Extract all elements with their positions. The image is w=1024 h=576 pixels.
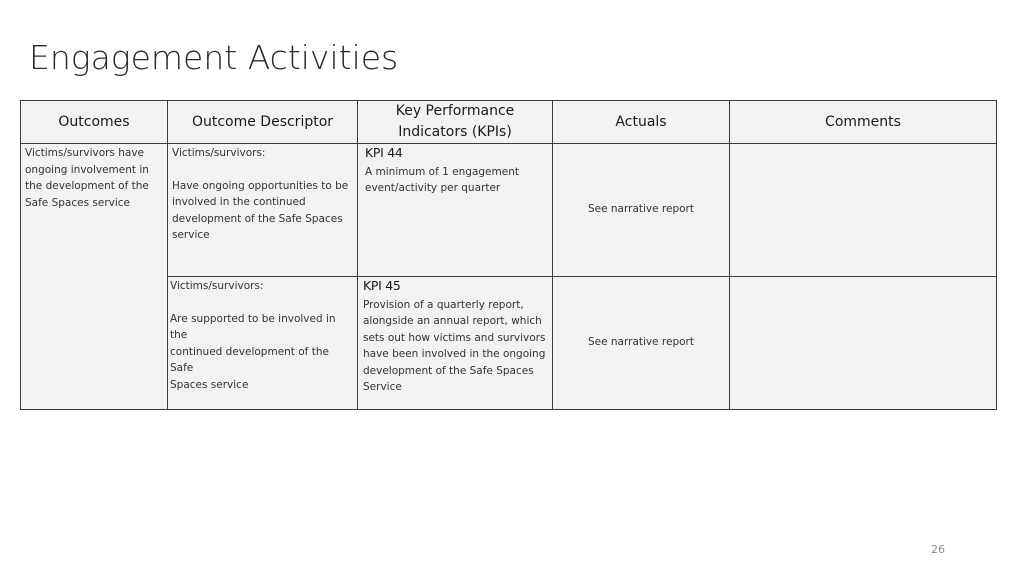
kpi-line: sets out how victims and survivors	[363, 331, 546, 344]
descriptor-label: Victims/survivors:	[170, 280, 264, 292]
outcome-line: the development of the	[25, 180, 149, 192]
descriptor-line: development of the Safe Spaces	[172, 212, 343, 225]
descriptor-line: involved in the continued	[172, 196, 306, 208]
header-comments: Comments	[730, 101, 997, 144]
descriptor-line: Spaces service	[170, 378, 249, 391]
actuals-cell	[553, 144, 730, 277]
header-outcome-descriptor: Outcome Descriptor	[168, 101, 358, 144]
comments-cell	[730, 277, 997, 410]
outcome-cell	[21, 144, 168, 410]
kpi-line: Provision of a quarterly report,	[363, 298, 524, 311]
kpi-title: KPI 45	[363, 278, 401, 293]
kpi-line: Service	[363, 381, 402, 393]
comments-cell	[730, 144, 997, 277]
engagement-table	[20, 100, 997, 410]
descriptor-line: Have ongoing opportunities to be	[172, 179, 349, 192]
kpi-line: event/activity per quarter	[365, 182, 501, 194]
table-row	[21, 277, 997, 410]
outcome-line: Victims/survivors have	[25, 147, 145, 159]
table-row	[21, 144, 997, 277]
actuals-cell	[553, 277, 730, 410]
descriptor-line: continued development of the Safe	[170, 345, 329, 374]
kpi-title: KPI 44	[365, 145, 403, 160]
outcome-line: Safe Spaces service	[25, 196, 131, 209]
descriptor-cell	[168, 277, 358, 410]
header-actuals: Actuals	[553, 101, 730, 144]
header-kpis	[358, 101, 553, 144]
slide-title: Engagement Activities	[29, 38, 399, 77]
header-kpis-line2: Indicators (KPIs)	[398, 124, 512, 140]
page-number: 26	[931, 543, 945, 556]
header-outcomes: Outcomes	[21, 101, 168, 144]
kpi-line: alongside an annual report, which	[363, 315, 542, 327]
descriptor-line: service	[172, 229, 210, 241]
descriptor-line: Are supported to be involved in the	[170, 312, 336, 341]
kpi-line: A minimum of 1 engagement	[365, 165, 519, 178]
outcome-line: ongoing involvement in	[25, 163, 149, 176]
descriptor-cell	[168, 144, 358, 277]
descriptor-label: Victims/survivors:	[172, 147, 266, 159]
kpi-line: development of the Safe Spaces	[363, 364, 534, 377]
actuals-text: See narrative report	[587, 203, 694, 215]
kpi-cell	[358, 144, 553, 277]
kpi-cell	[358, 277, 553, 410]
header-kpis-line1: Key Performance	[395, 103, 515, 119]
kpi-line: have been involved in the ongoing	[363, 348, 546, 360]
actuals-text: See narrative report	[587, 336, 694, 348]
table-header-row	[21, 101, 997, 144]
